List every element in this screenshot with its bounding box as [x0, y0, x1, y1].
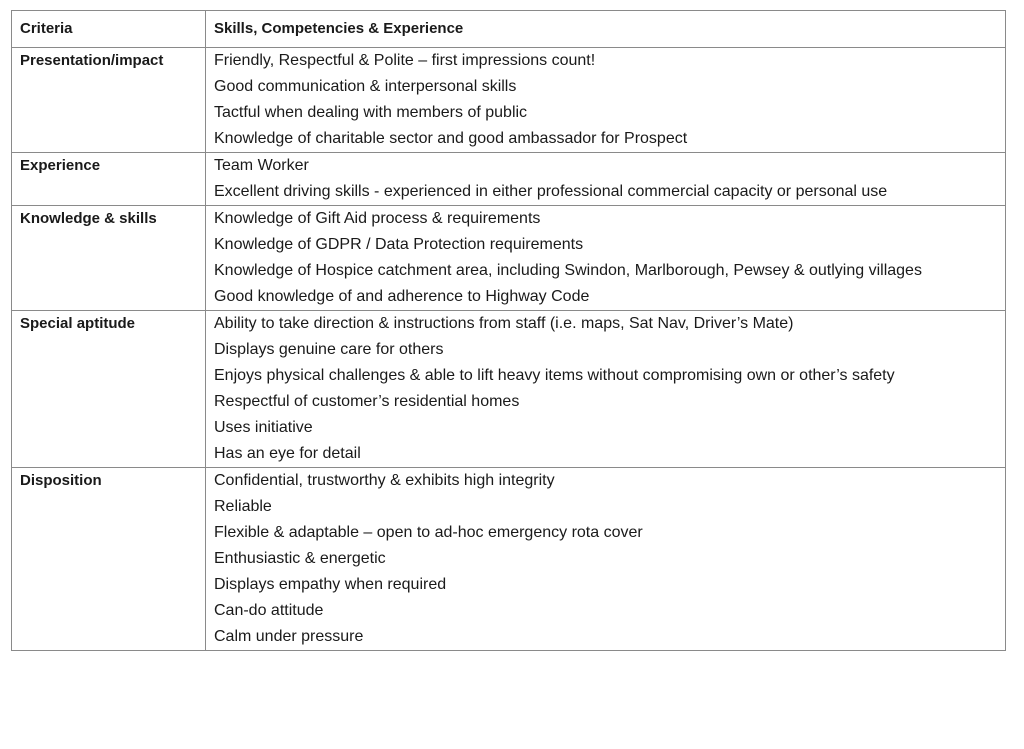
- header-criteria: Criteria: [12, 11, 206, 48]
- skills-cell: [206, 311, 1006, 468]
- skill-item: Good knowledge of and adherence to Highway Code: [214, 288, 590, 305]
- skill-item: Respectful of customer’s residential homes: [214, 393, 520, 410]
- skill-item: Ability to take direction & instructions from staff (i.e. maps, Sat Nav, Driver’s Mate): [214, 315, 794, 332]
- table-row-presentation: [12, 48, 1006, 153]
- criteria-cell: Disposition: [12, 468, 206, 651]
- skill-item: Has an eye for detail: [214, 445, 361, 462]
- criteria-cell: Experience: [12, 153, 206, 206]
- skills-cell: [206, 48, 1006, 153]
- skill-item: Displays genuine care for others: [214, 341, 444, 358]
- skill-item: Can-do attitude: [214, 602, 324, 619]
- skill-item: Flexible & adaptable – open to ad-hoc emergency rota cover: [214, 524, 643, 541]
- skill-item: Uses initiative: [214, 419, 313, 436]
- criteria-cell: Knowledge & skills: [12, 206, 206, 311]
- criteria-cell: Presentation/impact: [12, 48, 206, 153]
- skill-item: Knowledge of Gift Aid process & requirements: [214, 210, 541, 227]
- skill-item: Enjoys physical challenges & able to lift heavy items without compromising own or other’s safety: [214, 367, 895, 384]
- skill-item: Team Worker: [214, 157, 309, 174]
- skill-item: Calm under pressure: [214, 628, 364, 645]
- skill-item: Excellent driving skills - experienced in either professional commercial capacity or personal use: [214, 183, 888, 200]
- skills-cell: [206, 206, 1006, 311]
- skill-item: Confidential, trustworthy & exhibits high integrity: [214, 472, 555, 489]
- skills-cell: [206, 468, 1006, 651]
- criteria-cell: Special aptitude: [12, 311, 206, 468]
- header-skills: Skills, Competencies & Experience: [206, 11, 1006, 48]
- table-row-experience: [12, 153, 1006, 206]
- table-row-disposition: [12, 468, 1006, 651]
- skill-item: Good communication & interpersonal skills: [214, 78, 517, 95]
- skill-item: Knowledge of Hospice catchment area, including Swindon, Marlborough, Pewsey & outlying villages: [214, 262, 922, 279]
- skill-item: Knowledge of GDPR / Data Protection requirements: [214, 236, 584, 253]
- skill-item: Tactful when dealing with members of public: [214, 104, 528, 121]
- skill-item: Friendly, Respectful & Polite – first impressions count!: [214, 52, 596, 69]
- table-row-special-aptitude: [12, 311, 1006, 468]
- criteria-table: [11, 10, 1006, 651]
- skills-cell: [206, 153, 1006, 206]
- table-row-knowledge: [12, 206, 1006, 311]
- skill-item: Knowledge of charitable sector and good ambassador for Prospect: [214, 130, 688, 147]
- header-row: [12, 11, 1006, 48]
- skill-item: Displays empathy when required: [214, 576, 447, 593]
- skill-item: Reliable: [214, 498, 272, 515]
- skill-item: Enthusiastic & energetic: [214, 550, 386, 567]
